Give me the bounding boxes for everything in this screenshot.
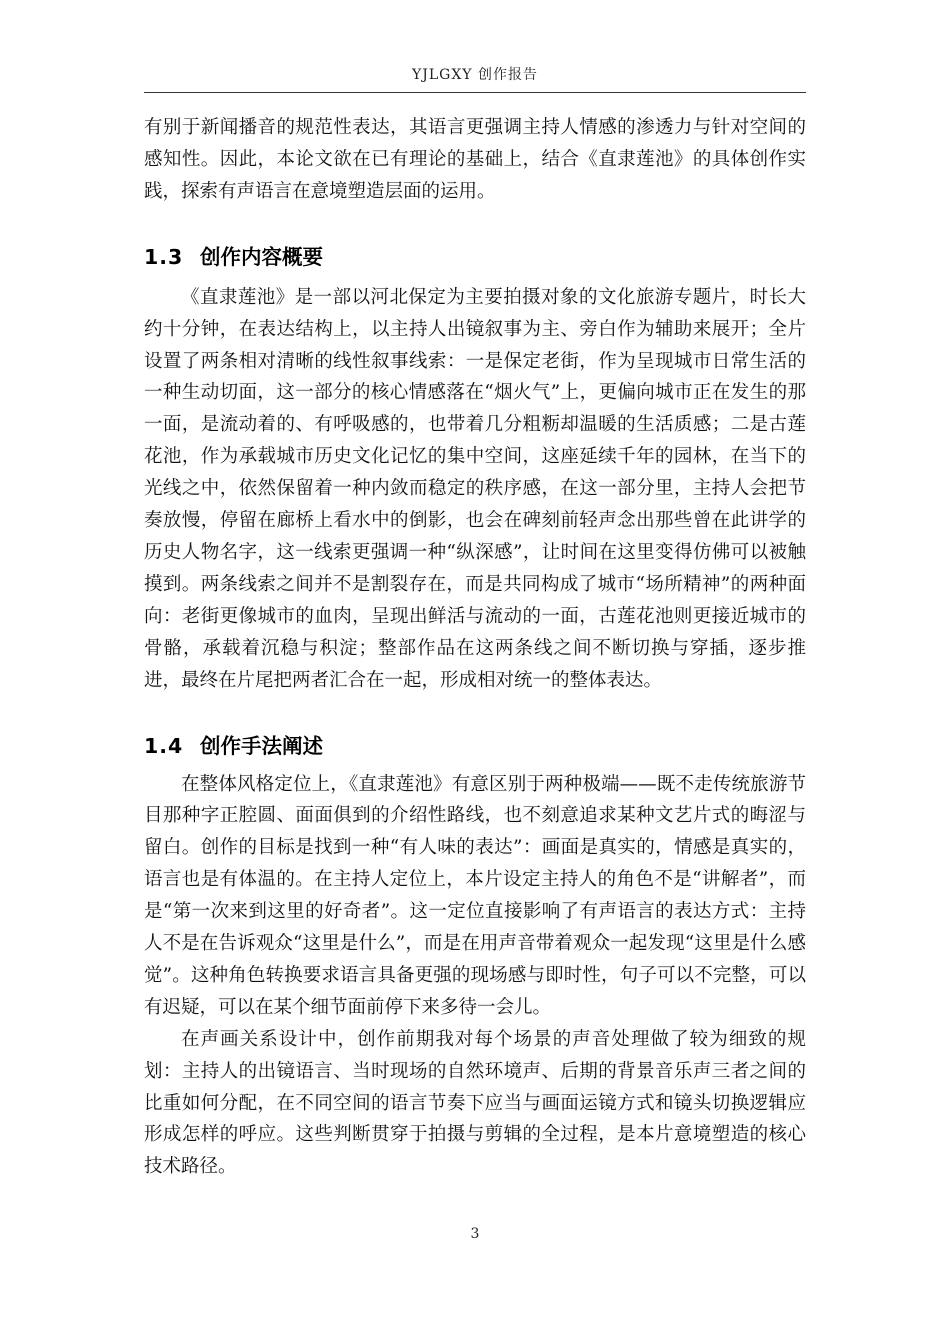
section-title: 创作内容概要 [200, 244, 323, 269]
section-title: 创作手法阐述 [200, 733, 323, 758]
running-header: YJLGXY 创作报告 [412, 67, 538, 83]
section-number: 1.4 [144, 733, 184, 758]
body-paragraph: 《直隶莲池》是一部以河北保定为主要拍摄对象的文化旅游专题片，时长大约十分钟，在表达结构上，以主持人出镜叙事为主、旁白作为辅助来展开；全片设置了两条相对清晰的线性叙事线索：一是保定老街，作为呈现城市日常生活的一种生动切面，这一部分的核心情感落在“烟火气”上，更偏向城市正在发生的那一面，是流动着的、有呼吸感的，也带着几分粗粝却温暖的生活质感；二是古莲花池，作为承载城市历史文化记忆的集中空间，这座延续千年的园林，在当下的光线之中，依然保留着一种内敛而稳定的秩序感，在这一部分里，主持人会把节奏放慢，停留在廊桥上看水中的倒影，也会在碑刻前轻声念出那些曾在此讲学的历史人物名字，这一线索更强调一种“纵深感”，让时间在这里变得仿佛可以被触摸到。两条线索之间并不是割裂存在，而是共同构成了城市“场所精神”的两种面向：老街更像城市的血肉，呈现出鲜活与流动的一面，古莲花池则更接近城市的骨骼，承载着沉稳与积淀；整部作品在这两条线之间不断切换与穿插，逐步推进，最终在片尾把两者汇合在一起，形成相对统一的整体表达。 [144, 286, 806, 691]
body-paragraph: 在整体风格定位上，《直隶莲池》有意区别于两种极端——既不走传统旅游节目那种字正腔圆、面面俱到的介绍性路线，也不刻意追求某种文艺片式的晦涩与留白。创作的目标是找到一种“有人味的表达”：画面是真实的，情感是真实的，语言也是有体温的。在主持人定位上，本片设定主持人的角色不是“讲解者”，而是“第一次来到这里的好奇者”。这一定位直接影响了有声语言的表达方式：主持人不是在告诉观众“这里是什么”，而是在用声音带着观众一起发现“这里是什么感觉”。这种角色转换要求语言具备更强的现场感与即时性，句子可以不完整，可以有迟疑，可以在某个细节面前停下来多待一会儿。 [144, 773, 806, 1018]
page-number: 3 [470, 1226, 480, 1242]
section-number: 1.3 [144, 244, 184, 269]
header-divider [144, 92, 806, 93]
section-heading-1-4 [144, 731, 806, 761]
body-paragraph: 有别于新闻播音的规范性表达，其语言更强调主持人情感的渗透力与针对空间的感知性。因此，本论文欲在已有理论的基础上，结合《直隶莲池》的具体创作实践，探索有声语言在意境塑造层面的运用。 [144, 117, 806, 202]
section-heading-1-3 [144, 242, 806, 272]
body-paragraph: 在声画关系设计中，创作前期我对每个场景的声音处理做了较为细致的规划：主持人的出镜语言、当时现场的自然环境声、后期的背景音乐声三者之间的比重如何分配，在不同空间的语言节奏下应当与画面运镜方式和镜头切换逻辑应形成怎样的呼应。这些判断贯穿于拍摄与剪辑的全过程，是本片意境塑造的核心技术路径。 [144, 1028, 806, 1178]
page-body [144, 112, 806, 1183]
